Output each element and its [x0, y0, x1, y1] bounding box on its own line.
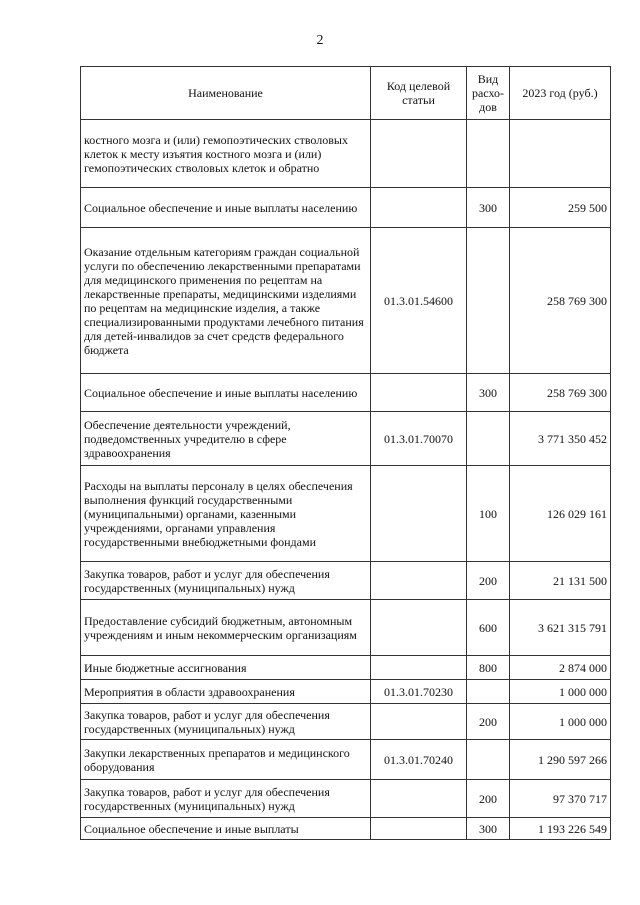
table-row: [81, 680, 611, 704]
row-name: Оказание отдельным категориям граждан социальной услуги по обеспечению лекарственными препаратами для медицинского применения по рецептам на лекарственные препараты, медицинскими изделиями по рецептам на медицинские изделия, а также специализированными продуктами лечебного питания для детей-инвалидов за счет средств федерального бюджета: [81, 228, 371, 374]
row-amount: 2 874 000: [510, 656, 611, 680]
row-code: [371, 818, 467, 840]
row-name: Закупки лекарственных препаратов и медицинского оборудования: [81, 740, 371, 780]
table-row: [81, 228, 611, 374]
table-row: [81, 120, 611, 188]
row-name: Иные бюджетные ассигнования: [81, 656, 371, 680]
column-header-name: Наименование: [81, 67, 371, 120]
row-amount: 259 500: [510, 188, 611, 228]
table-row: [81, 704, 611, 740]
row-name: костного мозга и (или) гемопоэтических стволовых клеток к месту изъятия костного мозга и (или) гемопоэтических стволовых клеток и обратно: [81, 120, 371, 188]
row-code: 01.3.01.54600: [371, 228, 467, 374]
row-name: Социальное обеспечение и иные выплаты населению: [81, 374, 371, 412]
row-code: [371, 562, 467, 600]
row-amount: 3 771 350 452: [510, 412, 611, 466]
column-header-type: Вид расхо-дов: [467, 67, 510, 120]
row-code: [371, 374, 467, 412]
row-name: Закупка товаров, работ и услуг для обеспечения государственных (муниципальных) нужд: [81, 780, 371, 818]
row-type: 300: [467, 818, 510, 840]
table-row: [81, 600, 611, 656]
row-amount: 21 131 500: [510, 562, 611, 600]
row-code: [371, 466, 467, 562]
row-amount: 1 193 226 549: [510, 818, 611, 840]
row-type: 200: [467, 562, 510, 600]
row-type: 600: [467, 600, 510, 656]
row-type: 100: [467, 466, 510, 562]
row-type: [467, 680, 510, 704]
table-row: [81, 374, 611, 412]
table-row: [81, 188, 611, 228]
row-amount: 258 769 300: [510, 228, 611, 374]
table-row: [81, 466, 611, 562]
row-type: [467, 228, 510, 374]
row-amount: 126 029 161: [510, 466, 611, 562]
row-code: [371, 780, 467, 818]
table-row: [81, 818, 611, 840]
row-code: [371, 656, 467, 680]
table-row: [81, 562, 611, 600]
row-type: 200: [467, 780, 510, 818]
row-code: [371, 600, 467, 656]
row-type: [467, 120, 510, 188]
table-row: [81, 780, 611, 818]
row-amount: 1 000 000: [510, 704, 611, 740]
row-name: Мероприятия в области здравоохранения: [81, 680, 371, 704]
row-name: Социальное обеспечение и иные выплаты: [81, 818, 371, 840]
row-type: [467, 412, 510, 466]
table-row: [81, 656, 611, 680]
column-header-amount: 2023 год (руб.): [510, 67, 611, 120]
table-row: [81, 740, 611, 780]
row-type: 200: [467, 704, 510, 740]
row-code: [371, 188, 467, 228]
row-amount: 3 621 315 791: [510, 600, 611, 656]
column-header-code: Код целевой статьи: [371, 67, 467, 120]
row-name: Расходы на выплаты персоналу в целях обеспечения выполнения функций государственными (муниципальными) органами, казенными учреждениями, органами управления государственными внебюджетными фондами: [81, 466, 371, 562]
row-code: 01.3.01.70230: [371, 680, 467, 704]
budget-table: [80, 66, 611, 840]
row-type: 800: [467, 656, 510, 680]
row-code: [371, 120, 467, 188]
page-number: 2: [316, 33, 324, 48]
row-name: Обеспечение деятельности учреждений, подведомственных учредителю в сфере здравоохранения: [81, 412, 371, 466]
row-type: 300: [467, 188, 510, 228]
row-name: Предоставление субсидий бюджетным, автономным учреждениям и иным некоммерческим организациям: [81, 600, 371, 656]
row-code: [371, 704, 467, 740]
row-amount: 97 370 717: [510, 780, 611, 818]
row-code: 01.3.01.70240: [371, 740, 467, 780]
table-row: [81, 412, 611, 466]
row-type: 300: [467, 374, 510, 412]
row-amount: 1 000 000: [510, 680, 611, 704]
table-header-row: [81, 67, 611, 120]
row-name: Закупка товаров, работ и услуг для обеспечения государственных (муниципальных) нужд: [81, 704, 371, 740]
row-code: 01.3.01.70070: [371, 412, 467, 466]
row-name: Закупка товаров, работ и услуг для обеспечения государственных (муниципальных) нужд: [81, 562, 371, 600]
row-type: [467, 740, 510, 780]
row-amount: 1 290 597 266: [510, 740, 611, 780]
row-name: Социальное обеспечение и иные выплаты населению: [81, 188, 371, 228]
row-amount: [510, 120, 611, 188]
row-amount: 258 769 300: [510, 374, 611, 412]
